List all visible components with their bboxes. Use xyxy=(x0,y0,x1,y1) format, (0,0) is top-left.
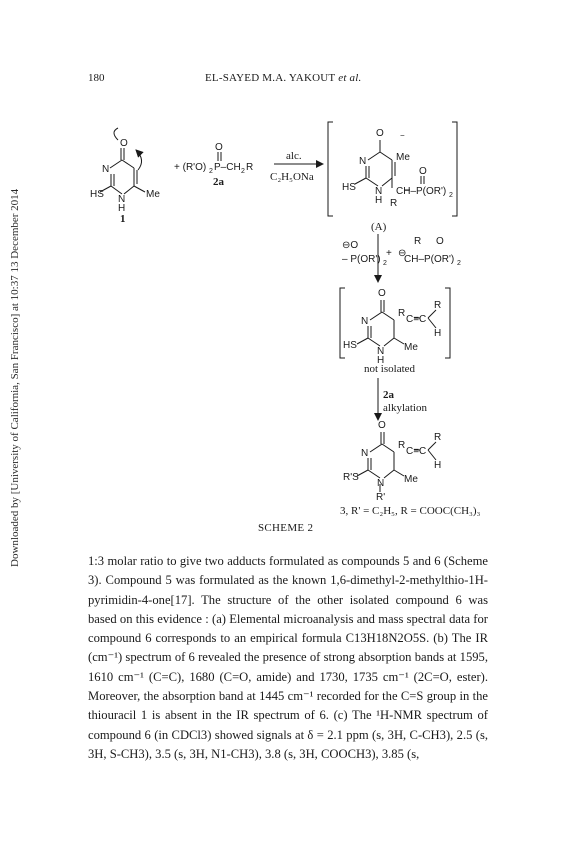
arrow-condition-top: alc. xyxy=(286,150,302,162)
svg-text:C=C: C=C xyxy=(406,446,427,457)
svg-text:⊖: ⊖ xyxy=(398,248,407,259)
body-text xyxy=(88,552,488,764)
download-watermark: Downloaded by [University of California, San Francisco] at 10:37 13 December 2014 xyxy=(9,188,21,567)
svg-text:H: H xyxy=(375,195,383,206)
svg-text:R: R xyxy=(434,432,442,443)
svg-text:2: 2 xyxy=(241,168,245,175)
bracket-right-2 xyxy=(445,288,450,358)
alkylation-label: alkylation xyxy=(383,402,427,414)
svg-text:2: 2 xyxy=(209,168,213,175)
bracket-left xyxy=(328,122,333,216)
svg-text:−: − xyxy=(400,131,405,140)
svg-text:– P(OR'): – P(OR') xyxy=(342,254,381,265)
svg-text:H: H xyxy=(434,460,442,471)
svg-text:2: 2 xyxy=(457,260,461,267)
svg-text:O: O xyxy=(215,142,223,153)
arrow-condition-bottom: C₂H₅ONa xyxy=(270,171,314,183)
svg-text:R'S: R'S xyxy=(343,472,359,483)
svg-text:O: O xyxy=(419,166,427,177)
svg-text:N: N xyxy=(102,164,110,175)
svg-text:R: R xyxy=(434,300,442,311)
svg-text:2: 2 xyxy=(383,260,387,267)
svg-text:O: O xyxy=(376,128,384,139)
product-3-structure xyxy=(357,432,436,492)
product-3-label: 3, R' = C₂H₅, R = COOC(CH₃)₃ xyxy=(340,505,481,517)
svg-text:N: N xyxy=(375,186,383,197)
svg-text:+ (R'O): + (R'O) xyxy=(174,162,207,173)
svg-text:Me: Me xyxy=(404,474,418,485)
step-reagent-label: 2a xyxy=(383,389,394,401)
svg-text:R: R xyxy=(414,236,422,247)
page-number: 180 xyxy=(88,72,105,84)
svg-text:O: O xyxy=(378,288,386,299)
svg-text:R: R xyxy=(398,440,406,451)
svg-text:Me: Me xyxy=(404,342,418,353)
header-authors: EL-SAYED M.A. YAKOUT xyxy=(205,72,336,84)
svg-text:R': R' xyxy=(376,492,386,503)
reagent-2a-structure xyxy=(218,152,221,161)
intermediate-label: (A) xyxy=(371,221,387,233)
bracket-right xyxy=(452,122,457,216)
header-etal: et al. xyxy=(335,72,362,84)
svg-text:R: R xyxy=(246,162,254,173)
svg-text:O: O xyxy=(120,138,128,149)
svg-text:H: H xyxy=(434,328,442,339)
svg-text:N: N xyxy=(377,478,385,489)
svg-text:2: 2 xyxy=(449,192,453,199)
svg-text:N: N xyxy=(377,346,385,357)
svg-text:N: N xyxy=(359,156,367,167)
body-paragraph: 1:3 molar ratio to give two adducts formulated as compounds 5 and 6 (Scheme 3). Compound 5 was formulated as the known 1,6-dimethyl-2-methylthio-1H-pyrimidin-4-one[17]. The structure of the other isolated compound 6 was based on this evidence : (a) Elemental microanalysis and mass spectral data for compound 6 corresponds to an empirical formula C13H18N2O5S. (b) The IR (cm⁻¹) spectrum of 6 revealed the presence of strong absorption bands at 1595, 1610 cm⁻¹ (C=C), 1680 (C=O, amide) and 1730, 1735 cm⁻¹ (2C=O, ester). Moreover, the absorption band at 1445 cm⁻¹ recorded for the C=S group in the thiouracil 1 is absent in the IR spectrum of 6. (c) The ¹H-NMR spectrum of compound 6 (in CDCl3) showed signals at δ = 2.1 ppm (s, 3H, C-CH3), 2.5 (s, 3H, S-CH3), 3.5 (s, 3H, N1-CH3), 3.8 (s, 3H, COOCH3), 3.85 (s, xyxy=(88,554,488,761)
svg-text:HS: HS xyxy=(343,340,357,351)
svg-text:N: N xyxy=(118,194,126,205)
svg-text:H: H xyxy=(377,355,385,366)
scheme-caption: SCHEME 2 xyxy=(258,522,314,534)
compound-1-label: 1 xyxy=(120,213,126,225)
svg-text:O: O xyxy=(436,236,444,247)
svg-text:C=C: C=C xyxy=(406,314,427,325)
svg-text:CH–P(OR'): CH–P(OR') xyxy=(396,186,447,197)
svg-text:⊖O: ⊖O xyxy=(342,240,359,251)
svg-text:H: H xyxy=(118,203,126,214)
svg-text:R: R xyxy=(398,308,406,319)
svg-text:R: R xyxy=(390,198,398,209)
svg-text:HS: HS xyxy=(342,182,356,193)
not-isolated-label: not isolated xyxy=(364,363,416,375)
svg-text:N: N xyxy=(361,448,369,459)
svg-text:P–CH: P–CH xyxy=(214,162,241,173)
svg-text:Me: Me xyxy=(396,152,410,163)
svg-text:N: N xyxy=(361,316,369,327)
svg-text:+: + xyxy=(386,248,392,259)
svg-text:O: O xyxy=(378,420,386,431)
svg-text:Me: Me xyxy=(146,189,160,200)
svg-text:CH–P(OR'): CH–P(OR') xyxy=(404,254,455,265)
reagent-2a-label: 2a xyxy=(213,176,224,188)
svg-text:HS: HS xyxy=(90,189,104,200)
